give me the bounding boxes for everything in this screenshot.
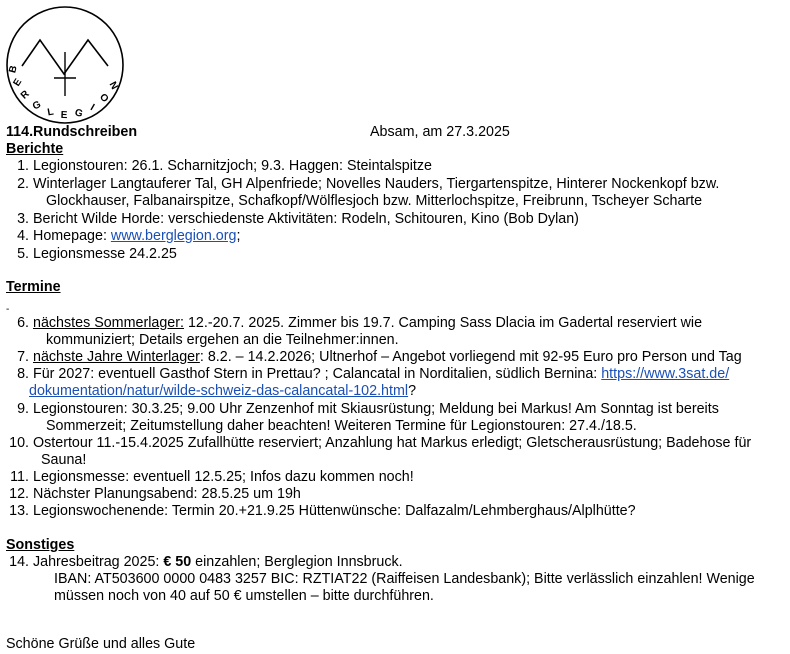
- list-item-continuation: dokumentation/natur/wilde-schweiz-das-calancatal-102.html?: [29, 383, 417, 399]
- section-heading-berichte: Berichte: [6, 141, 64, 157]
- 3sat-link[interactable]: https://www.3sat.de/: [601, 366, 730, 382]
- section-heading-sonstiges: Sonstiges: [6, 537, 75, 553]
- document-title: 114.Rundschreiben: [6, 124, 138, 140]
- list-item: 2. Winterlager Langtauferer Tal, GH Alpenfriede; Novelles Nauders, Tiergartenspitze, Hinterer Nockenkopf bzw.: [17, 176, 720, 192]
- list-item: 14. Jahresbeitrag 2025: € 50 einzahlen; Berglegion Innsbruck.: [9, 554, 403, 570]
- list-item-continuation: kommuniziert; Details ergehen an die Teilnehmer:innen.: [46, 332, 399, 348]
- list-item: 13. Legionswochenende: Termin 20.+21.9.25 Hüttenwünsche: Dalfazalm/Lehmberghaus/Alplhütte?: [9, 503, 636, 519]
- list-item: 12. Nächster Planungsabend: 28.5.25 um 19h: [9, 486, 301, 502]
- homepage-link[interactable]: www.berglegion.org: [110, 228, 237, 244]
- list-item-continuation: Glockhauser, Falbanairspitze, Schafkopf/Wölflesjoch bzw. Mitterlochspitze, Freibrunn, Tscheyer Scharte: [46, 193, 703, 209]
- list-item: 8. Für 2027: eventuell Gasthof Stern in Prettau? ; Calancatal in Norditalien, südlich Bernina: https://www.3sat.de/: [17, 366, 730, 382]
- bank-details-continued: müssen noch von 40 auf 50 € umstellen – bitte durchführen.: [54, 588, 434, 604]
- logo-letter: I: [88, 102, 97, 114]
- list-item: 10. Ostertour 11.-15.4.2025 Zufallhütte reserviert; Anzahlung hat Markus erledigt; Gletscherausrüstung; Badehose für: [9, 435, 752, 451]
- logo-letter: O: [97, 91, 111, 105]
- logo-letter: N: [106, 80, 120, 92]
- place-date: Absam, am 27.3.2025: [370, 124, 510, 140]
- logo-letter: B: [7, 64, 20, 75]
- list-item: 6. nächstes Sommerlager: 12.-20.7. 2025. Zimmer bis 19.7. Camping Sass Dlacia im Gadertal reserviert wie: [17, 315, 703, 331]
- list-item: 9. Legionstouren: 30.3.25; 9.00 Uhr Zenzenhof mit Skiausrüstung; Meldung bei Markus! Am Sonntag ist bereits: [17, 401, 719, 417]
- logo-letter: G: [73, 107, 84, 120]
- section-heading-termine: Termine: [6, 279, 61, 295]
- stray-mark: -: [6, 304, 10, 315]
- logo-letter: E: [11, 76, 25, 89]
- 3sat-link-continued[interactable]: dokumentation/natur/wilde-schweiz-das-calancatal-102.html: [29, 383, 409, 399]
- bank-details: IBAN: AT503600 0000 0483 3257 BIC: RZTIAT22 (Raiffeisen Landesbank); Bitte verlässlich einzahlen! Wenige: [54, 571, 755, 587]
- list-item: 11. Legionsmesse: eventuell 12.5.25; Infos dazu kommen noch!: [10, 469, 414, 485]
- logo-letter: E: [60, 109, 68, 122]
- list-item: 7. nächste Jahre Winterlager: 8.2. – 14.2.2026; Ultnerhof – Angebot vorliegend mit 92-95 Euro pro Person und Tag: [17, 349, 742, 365]
- list-item: 5. Legionsmesse 24.2.25: [17, 246, 177, 262]
- logo-letter: L: [46, 106, 55, 119]
- list-item: 3. Bericht Wilde Horde: verschiedenste Aktivitäten: Rodeln, Schitouren, Kino (Bob Dylan): [17, 211, 579, 227]
- logo-letter: G: [30, 99, 43, 113]
- closing-greeting: Schöne Grüße und alles Gute: [6, 636, 196, 652]
- list-item: 1. Legionstouren: 26.1. Scharnitzjoch; 9.3. Haggen: Steintalspitze: [17, 158, 432, 174]
- list-item: 4. Homepage: www.berglegion.org;: [17, 228, 241, 244]
- list-item-continuation: Sauna!: [41, 452, 87, 468]
- berglegion-logo: [4, 4, 126, 126]
- logo-letter: R: [18, 88, 32, 102]
- list-item-continuation: Sommerzeit; Zeitumstellung daher beachten! Weiteren Termine für Legionstouren: 27.4./18.5.: [46, 418, 637, 434]
